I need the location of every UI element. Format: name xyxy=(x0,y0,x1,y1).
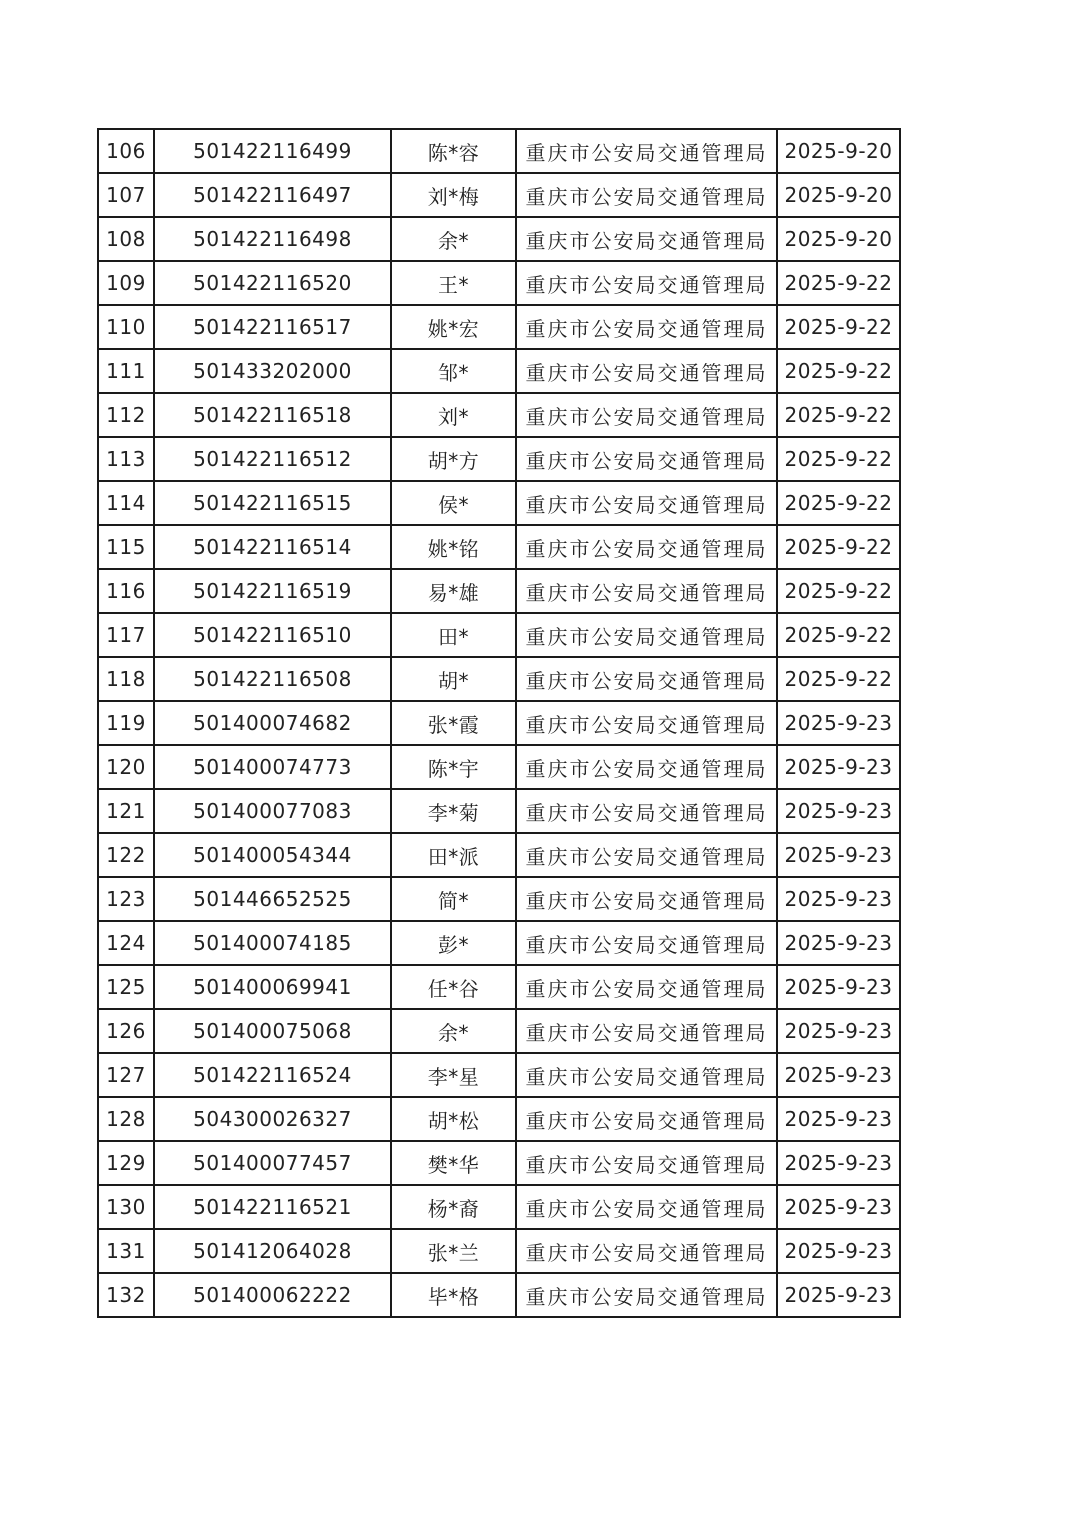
table-row xyxy=(98,349,900,393)
agency-cell: 重庆市公安局交通管理局 xyxy=(516,1097,777,1141)
agency-cell: 重庆市公安局交通管理局 xyxy=(516,173,777,217)
table-row xyxy=(98,701,900,745)
name-cell: 彭* xyxy=(391,921,516,965)
row-number-cell: 122 xyxy=(98,833,154,877)
record-id-cell: 501400077083 xyxy=(154,789,391,833)
row-number-cell: 115 xyxy=(98,525,154,569)
agency-cell: 重庆市公安局交通管理局 xyxy=(516,1229,777,1273)
row-number-cell: 111 xyxy=(98,349,154,393)
record-id-cell: 501422116497 xyxy=(154,173,391,217)
record-id-cell: 501422116514 xyxy=(154,525,391,569)
name-cell: 杨*裔 xyxy=(391,1185,516,1229)
date-cell: 2025-9-22 xyxy=(777,525,900,569)
record-id-cell: 501422116498 xyxy=(154,217,391,261)
table-row xyxy=(98,437,900,481)
agency-cell: 重庆市公安局交通管理局 xyxy=(516,833,777,877)
name-cell: 毕*格 xyxy=(391,1273,516,1317)
name-cell: 易*雄 xyxy=(391,569,516,613)
table-row xyxy=(98,1141,900,1185)
date-cell: 2025-9-23 xyxy=(777,965,900,1009)
record-id-cell: 501422116515 xyxy=(154,481,391,525)
record-id-cell: 501422116521 xyxy=(154,1185,391,1229)
agency-cell: 重庆市公安局交通管理局 xyxy=(516,921,777,965)
table-row xyxy=(98,173,900,217)
name-cell: 余* xyxy=(391,1009,516,1053)
record-id-cell: 501422116510 xyxy=(154,613,391,657)
name-cell: 任*谷 xyxy=(391,965,516,1009)
agency-cell: 重庆市公安局交通管理局 xyxy=(516,965,777,1009)
row-number-cell: 107 xyxy=(98,173,154,217)
agency-cell: 重庆市公安局交通管理局 xyxy=(516,481,777,525)
record-id-cell: 501400074773 xyxy=(154,745,391,789)
agency-cell: 重庆市公安局交通管理局 xyxy=(516,701,777,745)
agency-cell: 重庆市公安局交通管理局 xyxy=(516,1273,777,1317)
name-cell: 李*菊 xyxy=(391,789,516,833)
table-row xyxy=(98,305,900,349)
record-id-cell: 501422116524 xyxy=(154,1053,391,1097)
date-cell: 2025-9-22 xyxy=(777,393,900,437)
record-id-cell: 504300026327 xyxy=(154,1097,391,1141)
record-id-cell: 501400074185 xyxy=(154,921,391,965)
date-cell: 2025-9-22 xyxy=(777,349,900,393)
date-cell: 2025-9-23 xyxy=(777,789,900,833)
date-cell: 2025-9-23 xyxy=(777,1141,900,1185)
date-cell: 2025-9-23 xyxy=(777,1097,900,1141)
agency-cell: 重庆市公安局交通管理局 xyxy=(516,745,777,789)
table-row xyxy=(98,1185,900,1229)
date-cell: 2025-9-23 xyxy=(777,1053,900,1097)
agency-cell: 重庆市公安局交通管理局 xyxy=(516,305,777,349)
record-id-cell: 501422116519 xyxy=(154,569,391,613)
table-row xyxy=(98,877,900,921)
record-id-cell: 501446652525 xyxy=(154,877,391,921)
name-cell: 樊*华 xyxy=(391,1141,516,1185)
name-cell: 王* xyxy=(391,261,516,305)
table-row xyxy=(98,1009,900,1053)
record-id-cell: 501400054344 xyxy=(154,833,391,877)
table-row xyxy=(98,965,900,1009)
agency-cell: 重庆市公安局交通管理局 xyxy=(516,569,777,613)
date-cell: 2025-9-23 xyxy=(777,921,900,965)
agency-cell: 重庆市公安局交通管理局 xyxy=(516,525,777,569)
name-cell: 陈*容 xyxy=(391,129,516,173)
row-number-cell: 125 xyxy=(98,965,154,1009)
date-cell: 2025-9-23 xyxy=(777,1009,900,1053)
name-cell: 刘*梅 xyxy=(391,173,516,217)
name-cell: 田* xyxy=(391,613,516,657)
agency-cell: 重庆市公安局交通管理局 xyxy=(516,657,777,701)
record-id-cell: 501422116512 xyxy=(154,437,391,481)
name-cell: 陈*宇 xyxy=(391,745,516,789)
agency-cell: 重庆市公安局交通管理局 xyxy=(516,217,777,261)
table-row xyxy=(98,261,900,305)
agency-cell: 重庆市公安局交通管理局 xyxy=(516,261,777,305)
agency-cell: 重庆市公安局交通管理局 xyxy=(516,437,777,481)
record-id-cell: 501400069941 xyxy=(154,965,391,1009)
data-table xyxy=(97,128,901,1318)
table-body xyxy=(98,129,900,1317)
agency-cell: 重庆市公安局交通管理局 xyxy=(516,1009,777,1053)
name-cell: 姚*宏 xyxy=(391,305,516,349)
date-cell: 2025-9-22 xyxy=(777,657,900,701)
name-cell: 侯* xyxy=(391,481,516,525)
record-id-cell: 501422116508 xyxy=(154,657,391,701)
record-id-cell: 501422116499 xyxy=(154,129,391,173)
row-number-cell: 120 xyxy=(98,745,154,789)
row-number-cell: 113 xyxy=(98,437,154,481)
table-row xyxy=(98,129,900,173)
agency-cell: 重庆市公安局交通管理局 xyxy=(516,1053,777,1097)
row-number-cell: 106 xyxy=(98,129,154,173)
date-cell: 2025-9-20 xyxy=(777,129,900,173)
date-cell: 2025-9-23 xyxy=(777,1185,900,1229)
row-number-cell: 117 xyxy=(98,613,154,657)
date-cell: 2025-9-22 xyxy=(777,569,900,613)
table-row xyxy=(98,613,900,657)
name-cell: 胡* xyxy=(391,657,516,701)
table-row xyxy=(98,1053,900,1097)
agency-cell: 重庆市公安局交通管理局 xyxy=(516,1185,777,1229)
record-id-cell: 501422116520 xyxy=(154,261,391,305)
table-row xyxy=(98,789,900,833)
name-cell: 邹* xyxy=(391,349,516,393)
record-id-cell: 501400062222 xyxy=(154,1273,391,1317)
record-id-cell: 501433202000 xyxy=(154,349,391,393)
record-id-cell: 501422116518 xyxy=(154,393,391,437)
name-cell: 张*兰 xyxy=(391,1229,516,1273)
name-cell: 余* xyxy=(391,217,516,261)
row-number-cell: 130 xyxy=(98,1185,154,1229)
date-cell: 2025-9-23 xyxy=(777,1273,900,1317)
date-cell: 2025-9-22 xyxy=(777,305,900,349)
name-cell: 田*派 xyxy=(391,833,516,877)
date-cell: 2025-9-23 xyxy=(777,701,900,745)
table-row xyxy=(98,745,900,789)
record-id-cell: 501422116517 xyxy=(154,305,391,349)
row-number-cell: 118 xyxy=(98,657,154,701)
row-number-cell: 132 xyxy=(98,1273,154,1317)
record-id-cell: 501400074682 xyxy=(154,701,391,745)
agency-cell: 重庆市公安局交通管理局 xyxy=(516,349,777,393)
row-number-cell: 108 xyxy=(98,217,154,261)
row-number-cell: 124 xyxy=(98,921,154,965)
date-cell: 2025-9-23 xyxy=(777,877,900,921)
record-id-cell: 501412064028 xyxy=(154,1229,391,1273)
date-cell: 2025-9-23 xyxy=(777,1229,900,1273)
date-cell: 2025-9-20 xyxy=(777,173,900,217)
agency-cell: 重庆市公安局交通管理局 xyxy=(516,877,777,921)
name-cell: 简* xyxy=(391,877,516,921)
table-row xyxy=(98,393,900,437)
name-cell: 刘* xyxy=(391,393,516,437)
date-cell: 2025-9-22 xyxy=(777,481,900,525)
table-row xyxy=(98,1097,900,1141)
table-row xyxy=(98,1229,900,1273)
record-id-cell: 501400077457 xyxy=(154,1141,391,1185)
agency-cell: 重庆市公安局交通管理局 xyxy=(516,393,777,437)
date-cell: 2025-9-22 xyxy=(777,437,900,481)
row-number-cell: 110 xyxy=(98,305,154,349)
agency-cell: 重庆市公安局交通管理局 xyxy=(516,613,777,657)
date-cell: 2025-9-20 xyxy=(777,217,900,261)
table-row xyxy=(98,833,900,877)
date-cell: 2025-9-23 xyxy=(777,745,900,789)
row-number-cell: 112 xyxy=(98,393,154,437)
row-number-cell: 126 xyxy=(98,1009,154,1053)
name-cell: 胡*方 xyxy=(391,437,516,481)
table-row xyxy=(98,921,900,965)
date-cell: 2025-9-22 xyxy=(777,613,900,657)
agency-cell: 重庆市公安局交通管理局 xyxy=(516,789,777,833)
record-id-cell: 501400075068 xyxy=(154,1009,391,1053)
table-row xyxy=(98,217,900,261)
name-cell: 李*星 xyxy=(391,1053,516,1097)
agency-cell: 重庆市公安局交通管理局 xyxy=(516,129,777,173)
name-cell: 胡*松 xyxy=(391,1097,516,1141)
row-number-cell: 109 xyxy=(98,261,154,305)
date-cell: 2025-9-23 xyxy=(777,833,900,877)
table-row xyxy=(98,569,900,613)
table-row xyxy=(98,481,900,525)
table-row xyxy=(98,657,900,701)
row-number-cell: 123 xyxy=(98,877,154,921)
row-number-cell: 119 xyxy=(98,701,154,745)
row-number-cell: 129 xyxy=(98,1141,154,1185)
row-number-cell: 131 xyxy=(98,1229,154,1273)
agency-cell: 重庆市公安局交通管理局 xyxy=(516,1141,777,1185)
table-row xyxy=(98,1273,900,1317)
table-row xyxy=(98,525,900,569)
date-cell: 2025-9-22 xyxy=(777,261,900,305)
row-number-cell: 127 xyxy=(98,1053,154,1097)
row-number-cell: 121 xyxy=(98,789,154,833)
name-cell: 姚*铭 xyxy=(391,525,516,569)
row-number-cell: 116 xyxy=(98,569,154,613)
row-number-cell: 128 xyxy=(98,1097,154,1141)
name-cell: 张*霞 xyxy=(391,701,516,745)
row-number-cell: 114 xyxy=(98,481,154,525)
